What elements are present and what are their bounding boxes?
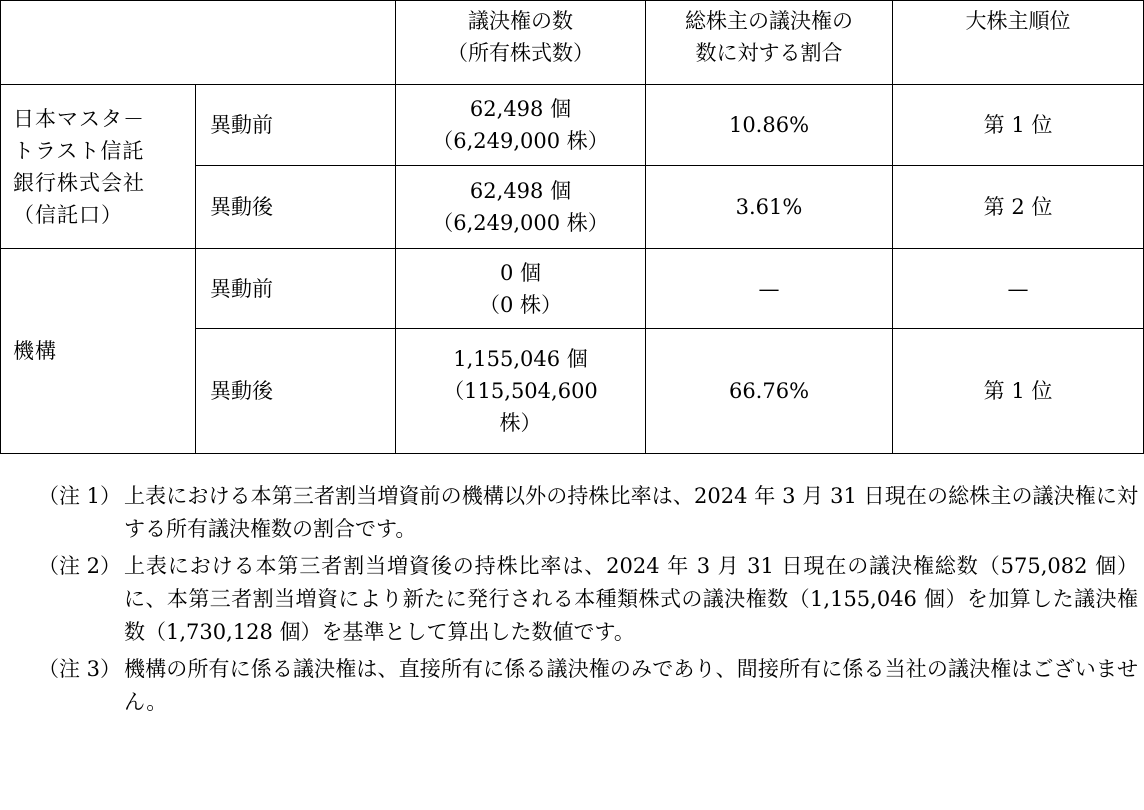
holder-name-cell (1, 85, 196, 249)
table-header-row (1, 1, 1144, 85)
footnotes (38, 480, 1138, 723)
ratio-cell: 66.76% (646, 329, 893, 454)
votes-line: 62,498 個 (469, 179, 572, 203)
header-ratio-line1: 総株主の議決権の (685, 9, 853, 33)
timing-cell: 異動後 (196, 166, 396, 249)
footnote (38, 480, 1138, 546)
votes-cell (396, 249, 646, 329)
votes-line: 0 個 (499, 260, 542, 285)
votes-line: （0 株） (478, 292, 563, 317)
footnote-label: （注 1） (38, 484, 122, 508)
footnote-text: 機構の所有に係る議決権は、直接所有に係る議決権のみであり、間接所有に係る当社の議決権はございません。 (124, 657, 1138, 714)
table-row (1, 85, 1144, 166)
votes-line: 株） (499, 411, 542, 435)
votes-cell (396, 85, 646, 166)
header-votes-line2: （所有株式数） (447, 41, 594, 65)
votes-cell (396, 166, 646, 249)
rank-cell: 第 2 位 (893, 166, 1144, 249)
ratio-cell: 10.86% (646, 85, 893, 166)
header-votes (396, 1, 646, 85)
header-ratio (646, 1, 893, 85)
rank-cell: — (893, 249, 1144, 329)
rank-cell: 第 1 位 (893, 85, 1144, 166)
holder-name-line: 機構 (13, 339, 57, 363)
ratio-cell: — (646, 249, 893, 329)
footnote-text: 上表における本第三者割当増資後の持株比率は、2024 年 3 月 31 日現在の議決権総数（575,082 個）に、本第三者割当増資により新たに発行される本種類株式の議決権数（1,155,046 個）を加算した議決権数（1,730,128 個）を基準として算出した数値です。 (124, 554, 1138, 644)
header-empty-cell (1, 1, 396, 85)
timing-cell: 異動前 (196, 85, 396, 166)
holder-name-line: 日本マスタ－ (13, 106, 145, 131)
timing-cell: 異動前 (196, 249, 396, 329)
header-rank-label: 大株主順位 (965, 9, 1071, 33)
footnote-label: （注 2） (38, 554, 122, 578)
header-votes-line1: 議決権の数 (468, 9, 573, 33)
footnote-text: 上表における本第三者割当増資前の機構以外の持株比率は、2024 年 3 月 31 日現在の総株主の議決権に対する所有議決権数の割合です。 (124, 484, 1138, 541)
votes-line: 62,498 個 (469, 97, 572, 121)
votes-line: （6,249,000 株） (432, 129, 609, 153)
footnote (38, 653, 1138, 719)
timing-cell: 異動後 (196, 329, 396, 454)
holder-name-line: （信託口） (13, 202, 123, 227)
votes-cell (396, 329, 646, 454)
votes-line: （115,504,600 (443, 379, 598, 403)
header-ratio-line2: 数に対する割合 (695, 41, 843, 65)
rank-cell: 第 1 位 (893, 329, 1144, 454)
holder-name-line: トラスト信託 (13, 138, 145, 163)
holder-name-cell (1, 249, 196, 454)
footnote (38, 550, 1138, 649)
ratio-cell: 3.61% (646, 166, 893, 249)
votes-line: 1,155,046 個 (453, 347, 588, 371)
votes-line: （6,249,000 株） (432, 211, 609, 235)
table-row (1, 249, 1144, 329)
footnote-label: （注 3） (38, 657, 122, 681)
holder-name-line: 銀行株式会社 (13, 170, 145, 195)
header-rank (893, 1, 1144, 85)
